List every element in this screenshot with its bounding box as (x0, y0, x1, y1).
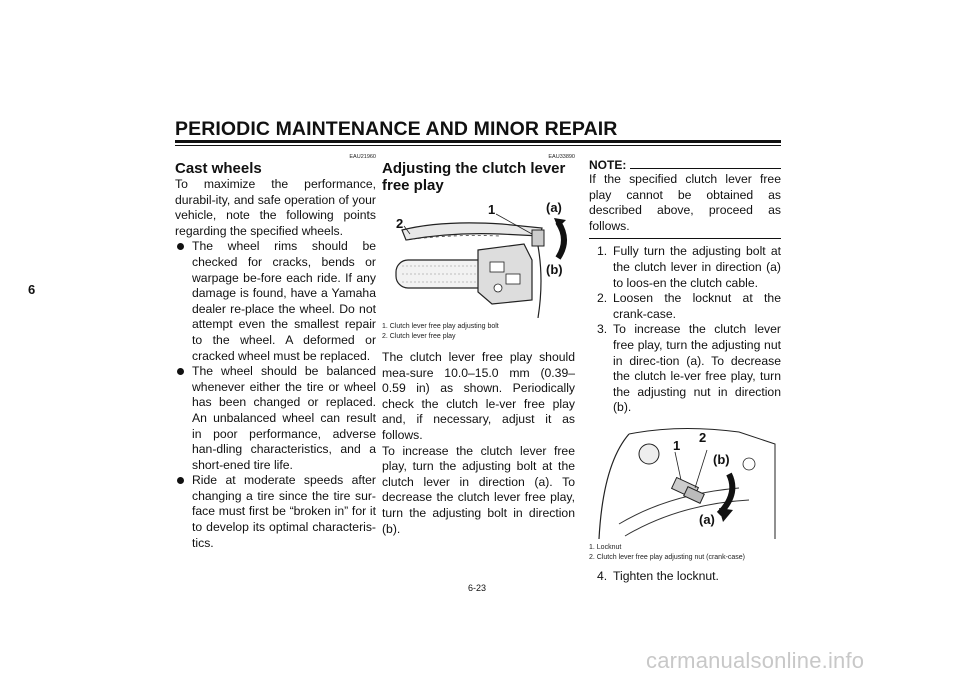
crankcase-figure (589, 424, 781, 539)
caption-item: 2. Clutch lever free play (382, 333, 456, 340)
step-text: Fully turn the adjusting bolt at the clutch lever in direction (a) to loos-en the clutch cable. (613, 244, 781, 290)
note-rule (630, 168, 781, 169)
step-list (589, 244, 781, 416)
step-text: Tighten the locknut. (613, 568, 719, 583)
list-item (589, 291, 781, 322)
paragraph: The clutch lever free play should mea-sure 10.0–15.0 mm (0.39–0.59 in) as shown. Periodically check the clutch le-ver free play and, if necessary, adjust it as follows. (382, 350, 575, 442)
list-item (589, 322, 781, 416)
bullet-icon (177, 477, 184, 484)
bullet-icon (177, 368, 184, 375)
figure-label-1: 1 (673, 437, 681, 453)
figure-label-b: (b) (713, 451, 730, 467)
step-number: 4. (597, 568, 608, 583)
section-body (175, 177, 376, 551)
section-heading: Cast wheels (175, 160, 262, 177)
page-header-title: PERIODIC MAINTENANCE AND MINOR REPAIR (175, 118, 618, 140)
figure-captions (589, 543, 781, 563)
step-number: 2. (597, 291, 608, 306)
clutch-lever-illustration (382, 200, 575, 318)
figure-label-1: 1 (488, 202, 496, 217)
caption-item: 1. Clutch lever free play adjusting bolt (382, 323, 499, 330)
clutch-lever-figure (382, 200, 575, 318)
list-item (175, 473, 376, 551)
figure-captions (382, 322, 575, 342)
list-item (175, 239, 376, 364)
note-text: If the specified clutch lever free play cannot be obtained as described above, proceed as follows. (589, 172, 781, 233)
note-label: NOTE: (589, 158, 627, 172)
header-rule-thick (175, 140, 781, 143)
section-code: EAU33890 (548, 154, 575, 160)
section-code: EAU21960 (349, 154, 376, 160)
watermark: carmanualsonline.info (646, 648, 865, 673)
step-text: Loosen the locknut at the crank-case. (613, 291, 781, 321)
intro-paragraph: To maximize the performance, durabil-ity, and safe operation of your vehicle, note the following points regarding the specified wheels. (175, 177, 376, 238)
figure-label-a: (a) (546, 200, 562, 215)
step-number: 1. (597, 244, 608, 259)
column-note-steps (589, 158, 781, 585)
bullet-text: The wheel should be balanced whenever either the tire or wheel has been changed or replaced. An unbalanced wheel can result in poor performance, adverse han-dling characteristics, and a short-ened tire life. (192, 364, 376, 472)
column-cast-wheels (175, 154, 376, 551)
step-list (589, 569, 781, 585)
bullet-text: Ride at moderate speeds after changing a tire since the tire sur-face must first be “broken in” for it to develop its optimal characteris-tics. (192, 473, 376, 550)
figure-label-a: (a) (699, 511, 715, 527)
crankcase-illustration (589, 424, 781, 539)
figure-label-b: (b) (546, 262, 563, 277)
figure-label-2: 2 (396, 216, 404, 231)
note-end-rule (589, 238, 781, 239)
figure-label-2: 2 (699, 429, 707, 445)
list-item (589, 244, 781, 291)
step-text: To increase the clutch lever free play, turn the adjusting nut in direc-tion (a). To decrease the clutch le-ver free play, turn the adjusting nut in direction (b). (613, 322, 781, 415)
bullet-icon (177, 243, 184, 250)
chapter-tab: 6 (28, 282, 36, 297)
column-clutch-lever (382, 154, 575, 537)
section-heading: Adjusting the clutch lever free play (382, 160, 566, 194)
list-item (175, 364, 376, 473)
note-header (589, 158, 781, 172)
bullet-text: The wheel rims should be checked for cracks, bends or warpage be-fore each ride. If any damage is found, have a Yamaha dealer re-place the wheel. Do not attempt even the smallest repair to the wheel. A deformed or cracked wheel must be replaced. (192, 239, 376, 363)
page-number: 6-23 (468, 583, 487, 593)
paragraph: To increase the clutch lever free play, turn the adjusting bolt at the clutch lever in direction (a). To decrease the clutch lever free play, turn the adjusting bolt in direction (b). (382, 443, 575, 536)
caption-item: 1. Locknut (589, 543, 622, 551)
list-item (589, 569, 781, 585)
bullet-list (175, 239, 376, 551)
step-number: 3. (597, 322, 608, 337)
caption-item: 2. Clutch lever free play adjusting nut (crank-case) (589, 553, 746, 561)
section-body (382, 350, 575, 537)
header-rule-thin (175, 145, 781, 146)
